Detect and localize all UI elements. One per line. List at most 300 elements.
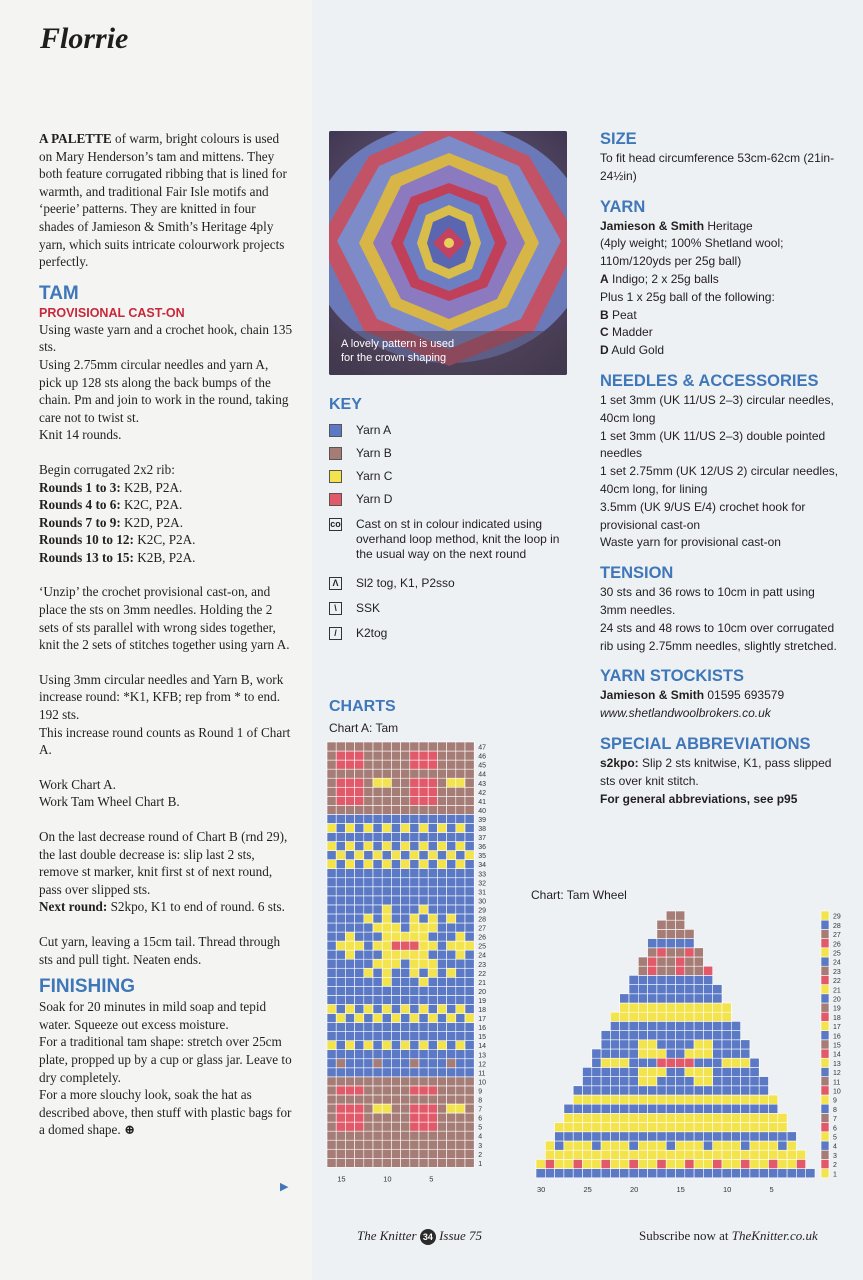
chart-cell: [355, 977, 364, 986]
chart-cell: [456, 1122, 465, 1131]
key-label: Yarn D: [356, 492, 393, 506]
chart-cell: [327, 1131, 336, 1140]
chart-cell: [410, 887, 419, 896]
chart-cell: [355, 968, 364, 977]
wheel-cell: [545, 1169, 554, 1178]
chart-b-row-label: 24: [833, 959, 841, 967]
chart-cell: [327, 833, 336, 842]
chart-cell: [447, 1158, 456, 1167]
chart-cell: [465, 977, 474, 986]
chart-cell: [465, 959, 474, 968]
chart-a-row-label: 38: [478, 826, 486, 833]
stockist-line: [600, 687, 840, 705]
wheel-cell: [722, 1077, 731, 1086]
wheel-cell: [676, 1003, 685, 1012]
chart-b-row-label: 9: [833, 1097, 837, 1105]
wheel-cell: [610, 1031, 619, 1040]
chart-cell: [355, 1050, 364, 1059]
yarn-a: [600, 271, 840, 289]
round-text: K2B, P2A.: [133, 549, 196, 565]
wheel-cell: [685, 1003, 694, 1012]
chart-a-row-label: 28: [478, 916, 486, 924]
increase-note: This increase round counts as Round 1 of Chart A.: [39, 724, 291, 758]
chart-cell: [456, 1041, 465, 1050]
wheel-cell: [694, 975, 703, 984]
wheel-cell: [648, 1040, 657, 1049]
chart-cell: [336, 742, 345, 751]
chart-cell: [327, 1122, 336, 1131]
chart-cell: [382, 1122, 391, 1131]
wheel-cell: [685, 1067, 694, 1076]
round-line: [39, 549, 294, 567]
chart-cell: [345, 751, 354, 760]
wheel-cell: [573, 1123, 582, 1132]
chart-cell: [465, 805, 474, 814]
chart-cell: [327, 1014, 336, 1023]
chart-cell: [373, 995, 382, 1004]
chart-cell: [364, 760, 373, 769]
chart-cell: [391, 1059, 400, 1068]
chart-cell: [447, 1140, 456, 1149]
chart-cell: [447, 1122, 456, 1131]
wheel-cell: [731, 1123, 740, 1132]
chart-b-row-label: 20: [833, 996, 841, 1004]
chart-cell: [465, 851, 474, 860]
wheel-cell: [638, 1104, 647, 1113]
wheel-cell: [583, 1123, 592, 1132]
wheel-cell: [648, 1049, 657, 1058]
chart-cell: [345, 1104, 354, 1113]
chart-cell: [327, 1149, 336, 1158]
chart-cell: [382, 887, 391, 896]
wheel-cell: [620, 1150, 629, 1159]
chart-cell: [373, 1023, 382, 1032]
wheel-cell: [759, 1141, 768, 1150]
chart-cell: [345, 1113, 354, 1122]
chart-b-row-label: 14: [833, 1051, 841, 1059]
chart-cell: [401, 968, 410, 977]
chart-cell: [391, 905, 400, 914]
chart-a-row-label: 46: [478, 753, 486, 761]
wheel-cell: [648, 1086, 657, 1095]
wheel-cell: [620, 1049, 629, 1058]
wheel-cell: [759, 1159, 768, 1168]
wheel-cell: [555, 1150, 564, 1159]
chart-cell: [428, 814, 437, 823]
wheel-cell: [638, 1132, 647, 1141]
chart-cell: [456, 1140, 465, 1149]
chart-cell: [336, 823, 345, 832]
wheel-decrease-cell: [821, 1113, 829, 1122]
wheel-cell: [666, 929, 675, 938]
yarn-letter: B: [600, 307, 609, 322]
chart-cell: [327, 905, 336, 914]
chart-cell: [373, 851, 382, 860]
wheel-cell: [592, 1150, 601, 1159]
wheel-cell: [666, 939, 675, 948]
wheel-cell: [778, 1123, 787, 1132]
wheel-cell: [713, 1077, 722, 1086]
wheel-cell: [796, 1150, 805, 1159]
chart-cell: [447, 914, 456, 923]
chart-cell: [437, 1149, 446, 1158]
wheel-cell: [601, 1104, 610, 1113]
photo-caption: [341, 337, 454, 365]
chart-cell: [410, 1023, 419, 1032]
wheel-cell: [629, 1132, 638, 1141]
wheel-cell: [601, 1040, 610, 1049]
chart-cell: [447, 751, 456, 760]
chart-cell: [355, 796, 364, 805]
chart-cell: [419, 941, 428, 950]
chart-cell: [437, 1140, 446, 1149]
chart-cell: [437, 851, 446, 860]
chart-cell: [345, 1050, 354, 1059]
chart-cell: [336, 1023, 345, 1032]
chart-cell: [437, 1050, 446, 1059]
chart-cell: [437, 1158, 446, 1167]
chart-cell: [364, 995, 373, 1004]
wheel-cell: [657, 985, 666, 994]
wheel-cell: [564, 1113, 573, 1122]
needle-item: 1 set 3mm (UK 11/US 2–3) circular needles, 40cm long: [600, 392, 834, 425]
chart-a-row-label: 4: [478, 1133, 483, 1141]
chart-cell: [401, 1122, 410, 1131]
wheel-cell: [545, 1159, 554, 1168]
chart-cell: [364, 1131, 373, 1140]
chart-cell: [336, 1104, 345, 1113]
chart-cell: [336, 860, 345, 869]
chart-cell: [456, 1014, 465, 1023]
chart-cell: [437, 1068, 446, 1077]
chart-cell: [401, 851, 410, 860]
chart-cell: [419, 950, 428, 959]
chart-cell: [373, 833, 382, 842]
chart-cell: [456, 1050, 465, 1059]
wheel-cell: [713, 1021, 722, 1030]
chart-cell: [336, 986, 345, 995]
wheel-cell: [666, 1003, 675, 1012]
chart-cell: [336, 842, 345, 851]
key-cast-on: [329, 517, 579, 562]
chart-cell: [410, 778, 419, 787]
wheel-cell: [601, 1067, 610, 1076]
chart-cell: [401, 905, 410, 914]
chart-cell: [428, 1095, 437, 1104]
wheel-cell: [722, 1049, 731, 1058]
chart-cell: [373, 1113, 382, 1122]
wheel-cell: [648, 1012, 657, 1021]
wheel-cell: [713, 1123, 722, 1132]
chart-cell: [410, 1158, 419, 1167]
chart-cell: [401, 1004, 410, 1013]
chart-a-row-label: 39: [478, 816, 486, 824]
chart-cell: [401, 1086, 410, 1095]
chart-cell: [336, 1050, 345, 1059]
wheel-cell: [787, 1159, 796, 1168]
chart-cell: [355, 1004, 364, 1013]
chart-a-row-label: 45: [478, 762, 486, 770]
wheel-cell: [666, 1077, 675, 1086]
wheel-cell: [573, 1159, 582, 1168]
subscribe-text: Subscribe now at: [639, 1228, 732, 1243]
chart-cell: [391, 869, 400, 878]
chart-cell: [401, 923, 410, 932]
chart-cell: [382, 1158, 391, 1167]
wheel-cell: [564, 1104, 573, 1113]
subscribe-site[interactable]: TheKnitter.co.uk: [731, 1228, 818, 1243]
wheel-decrease-cell: [821, 1150, 829, 1159]
chart-cell: [373, 932, 382, 941]
wheel-cell: [759, 1077, 768, 1086]
wheel-cell: [648, 994, 657, 1003]
wheel-cell: [741, 1169, 750, 1178]
chart-cell: [401, 1095, 410, 1104]
chart-cell: [373, 1041, 382, 1050]
wheel-cell: [806, 1169, 815, 1178]
chart-cell: [428, 787, 437, 796]
wheel-cell: [666, 994, 675, 1003]
chart-cell: [391, 923, 400, 932]
chart-cell: [437, 968, 446, 977]
chart-cell: [428, 887, 437, 896]
chart-cell: [437, 778, 446, 787]
wheel-cell: [638, 1141, 647, 1150]
wheel-cell: [648, 1132, 657, 1141]
chart-cell: [410, 769, 419, 778]
chart-cell: [327, 842, 336, 851]
wheel-cell: [694, 1086, 703, 1095]
chart-cell: [382, 1095, 391, 1104]
wheel-cell: [620, 1031, 629, 1040]
wheel-cell: [657, 1012, 666, 1021]
chart-a-row-label: 15: [478, 1034, 486, 1042]
chart-cell: [382, 932, 391, 941]
wheel-cell: [657, 1021, 666, 1030]
chart-cell: [327, 787, 336, 796]
wheel-cell: [694, 1031, 703, 1040]
chart-cell: [419, 860, 428, 869]
chart-cell: [382, 977, 391, 986]
wheel-cell: [741, 1150, 750, 1159]
wheel-cell: [583, 1150, 592, 1159]
chart-a-row-label: 25: [478, 943, 486, 951]
chart-cell: [401, 887, 410, 896]
wheel-cell: [573, 1104, 582, 1113]
wheel-cell: [592, 1113, 601, 1122]
chart-b-row-label: 19: [833, 1005, 841, 1013]
wheel-cell: [592, 1049, 601, 1058]
chart-cell: [327, 814, 336, 823]
chart-cell: [437, 1077, 446, 1086]
chart-cell: [391, 1068, 400, 1077]
chart-cell: [382, 1113, 391, 1122]
chart-cell: [419, 842, 428, 851]
key-label: Yarn C: [356, 469, 393, 483]
chart-cell: [419, 896, 428, 905]
wheel-cell: [685, 985, 694, 994]
chart-cell: [410, 950, 419, 959]
chart-cell: [456, 923, 465, 932]
wheel-cell: [657, 1169, 666, 1178]
chart-cell: [345, 941, 354, 950]
chart-b-col-label: 5: [769, 1184, 774, 1194]
chart-cell: [419, 851, 428, 860]
chart-cell: [437, 1122, 446, 1131]
key-k2tog: [329, 626, 579, 641]
wheel-cell: [703, 1003, 712, 1012]
wheel-cell: [657, 1040, 666, 1049]
double-decrease-icon: Λ: [329, 577, 342, 590]
chart-cell: [336, 887, 345, 896]
wheel-cell: [555, 1141, 564, 1150]
chart-cell: [382, 833, 391, 842]
chart-cell: [345, 1032, 354, 1041]
chart-a-row-label: 1: [478, 1160, 483, 1168]
chart-cell: [373, 860, 382, 869]
chart-cell: [456, 769, 465, 778]
wheel-cell: [629, 1123, 638, 1132]
wheel-cell: [676, 1132, 685, 1141]
wheel-cell: [657, 1031, 666, 1040]
chart-cell: [401, 751, 410, 760]
wheel-cell: [759, 1104, 768, 1113]
chart-cell: [345, 1131, 354, 1140]
chart-cell: [447, 1068, 456, 1077]
chart-cell: [456, 760, 465, 769]
yarn-c: [600, 324, 840, 342]
chart-cell: [419, 1095, 428, 1104]
chart-a-row-label: 33: [478, 871, 486, 879]
wheel-cell: [638, 1150, 647, 1159]
wheel-cell: [741, 1049, 750, 1058]
chart-cell: [437, 1095, 446, 1104]
chart-cell: [345, 1023, 354, 1032]
chart-cell: [419, 796, 428, 805]
chart-cell: [456, 896, 465, 905]
chart-cell: [382, 905, 391, 914]
chart-cell: [428, 905, 437, 914]
chart-cell: [327, 950, 336, 959]
chart-cell: [391, 1122, 400, 1131]
chart-cell: [401, 1131, 410, 1140]
chart-cell: [465, 941, 474, 950]
key-heading: KEY: [329, 396, 362, 413]
wheel-cell: [722, 1169, 731, 1178]
chart-cell: [355, 941, 364, 950]
chart-cell: [410, 860, 419, 869]
chart-cell: [391, 1149, 400, 1158]
wheel-cell: [759, 1169, 768, 1178]
wheel-cell: [722, 1003, 731, 1012]
chart-cell: [391, 950, 400, 959]
wheel-cell: [685, 948, 694, 957]
chart-a-row-label: 22: [478, 970, 486, 978]
chart-cell: [428, 986, 437, 995]
chart-cell: [419, 878, 428, 887]
chart-cell: [447, 986, 456, 995]
decrease-paragraph: On the last decrease round of Chart B (rnd 29), the last double decrease is: slip last 2 sts, remove st marker, knit first st of next round, pass over slipped sts.: [39, 829, 288, 897]
wheel-cell: [620, 1040, 629, 1049]
chart-cell: [401, 1014, 410, 1023]
chart-cell: [447, 1004, 456, 1013]
wheel-cell: [769, 1150, 778, 1159]
chart-cell: [345, 914, 354, 923]
chart-cell: [391, 977, 400, 986]
unzip-paragraph: ‘Unzip’ the crochet provisional cast-on, and place the sts on 3mm needles. Holding the 2 sets of sts parallel with wrong sides together, knit the 2 sets of stitches together using yarn A.: [39, 584, 290, 653]
wheel-cell: [610, 1132, 619, 1141]
chart-b-row-label: 15: [833, 1042, 841, 1050]
chart-cell: [428, 923, 437, 932]
chart-cell: [456, 1086, 465, 1095]
chart-cell: [410, 1059, 419, 1068]
wheel-cell: [676, 1104, 685, 1113]
chart-cell: [336, 1140, 345, 1149]
chart-cell: [428, 1113, 437, 1122]
chart-cell: [465, 1113, 474, 1122]
wheel-cell: [620, 1067, 629, 1076]
wheel-cell: [620, 1077, 629, 1086]
wheel-cell: [685, 975, 694, 984]
wheel-cell: [629, 1067, 638, 1076]
wheel-cell: [694, 1049, 703, 1058]
chart-cell: [447, 823, 456, 832]
chart-cell: [336, 1059, 345, 1068]
chart-cell: [327, 751, 336, 760]
wheel-cell: [722, 1159, 731, 1168]
wheel-cell: [676, 975, 685, 984]
wheel-cell: [666, 1031, 675, 1040]
chart-a-row-label: 47: [478, 744, 486, 752]
chart-cell: [401, 914, 410, 923]
chart-cell: [401, 959, 410, 968]
wheel-cell: [750, 1104, 759, 1113]
wheel-cell: [583, 1159, 592, 1168]
wheel-cell: [676, 1141, 685, 1150]
chart-cell: [373, 869, 382, 878]
round-text: K2D, P2A.: [120, 514, 183, 530]
wheel-cell: [648, 1058, 657, 1067]
wheel-decrease-cell: [821, 1040, 829, 1049]
chart-cell: [465, 1077, 474, 1086]
wheel-cell: [713, 1104, 722, 1113]
wheel-cell: [676, 1150, 685, 1159]
next-round: [39, 898, 294, 916]
chart-a-row-label: 2: [478, 1151, 483, 1159]
wheel-decrease-cell: [821, 1132, 829, 1141]
key-label: K2tog: [356, 626, 388, 640]
wheel-cell: [610, 1077, 619, 1086]
wheel-cell: [629, 1077, 638, 1086]
chart-cell: [428, 796, 437, 805]
chart-cell: [419, 742, 428, 751]
chart-cell: [465, 1041, 474, 1050]
wheel-cell: [676, 1123, 685, 1132]
wheel-cell: [759, 1123, 768, 1132]
tension-patt: 30 sts and 36 rows to 10cm in patt using 3mm needles.: [600, 585, 815, 617]
chart-b-row-label: 22: [833, 978, 841, 986]
chart-cell: [391, 986, 400, 995]
chart-cell: [465, 842, 474, 851]
chart-cell: [327, 869, 336, 878]
chart-cell: [428, 950, 437, 959]
chart-cell: [336, 896, 345, 905]
wheel-cell: [592, 1159, 601, 1168]
k2tog-icon: /: [329, 627, 342, 640]
wheel-cell: [564, 1169, 573, 1178]
wheel-cell: [676, 966, 685, 975]
chart-cell: [447, 796, 456, 805]
